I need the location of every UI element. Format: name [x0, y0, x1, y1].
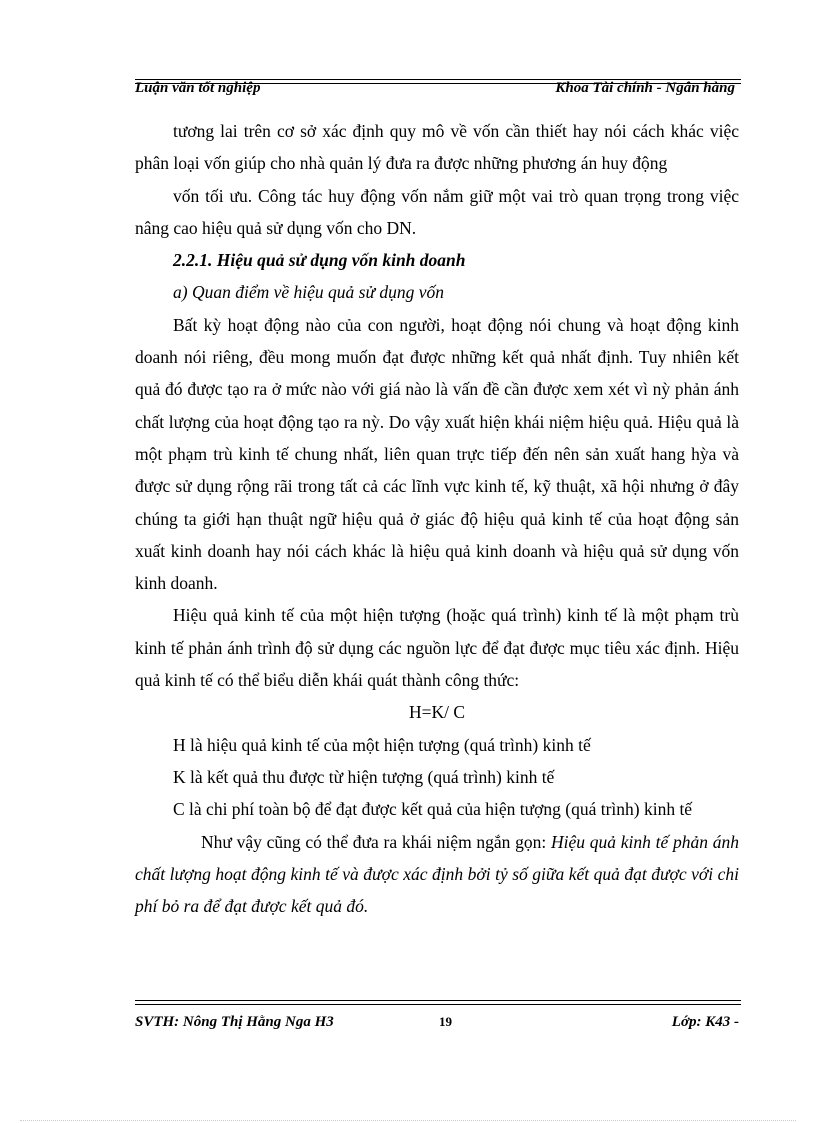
header-right: Khoa Tài chính - Ngân hàng: [555, 80, 735, 96]
header-left: Luận văn tốt nghiệp: [135, 80, 261, 96]
footer-rule: [135, 1000, 741, 1005]
page-header: [135, 80, 741, 100]
paragraph-5-definition: Hiệu quả kinh tế phản ánh chất lượng hoạt động kinh tế và được xác định bởi tỷ số giữa kết quả đạt được với chi phí bỏ ra để đạt được kết quả đó.: [135, 831, 739, 917]
subsection-heading: a) Quan điểm về hiệu quả sử dụng vốn: [173, 282, 445, 303]
paragraph-4: Hiệu quả kinh tế của một hiện tượng (hoặc quá trình) kinh tế là một phạm trù kinh tế phản ánh trình độ sử dụng các nguồn lực để đạt được mục tiêu xác định. Hiệu quả kinh tế có thể biểu diễn khái quát thành công thức:: [135, 605, 739, 691]
section-heading: 2.2.1. Hiệu quả sử dụng vốn kinh doanh: [173, 250, 466, 271]
paragraph-5-lead: Như vậy cũng có thể đưa ra khái niệm ngắn gọn:: [201, 831, 552, 852]
footer-student: SVTH: Nông Thị Hằng Nga H3: [135, 1014, 334, 1030]
definition-k: K là kết quả thu được từ hiện tượng (quá trình) kinh tế: [173, 766, 555, 787]
page-edge-divider: [20, 1120, 796, 1121]
definition-h: H là hiệu quả kinh tế của một hiện tượng (quá trình) kinh tế: [173, 734, 591, 755]
paragraph-3: Bất kỳ hoạt động nào của con người, hoạt động nói chung và hoạt động kinh doanh nói riêng, đều mong muốn đạt được những kết quả nhất định. Tuy nhiên kết quả đó được tạo ra ở mức nào với giá nào là vấn đề cần được xem xét vì nỳ phản ánh chất lượng của hoạt động tạo ra nỳ. Do vậy xuất hiện khái niệm hiệu quả. Hiệu quả là một phạm trù kinh tế chung nhất, liên quan trực tiếp đến nên sản xuất hang hỳa và được sử dụng rộng rãi trong tất cả các lĩnh vực kinh tế, kỹ thuật, xã hội nhưng ở đây chúng ta giới hạn thuật ngữ hiệu quả ở giác độ hiệu quả kinh tế của hoạt động sản xuất kinh doanh hay nói cách khác là hiệu quả kinh doanh và hiệu quả sử dụng vốn kinh doanh.: [135, 314, 739, 594]
footer-class: Lớp: K43 -: [671, 1014, 739, 1030]
formula: H=K/ C: [408, 702, 466, 723]
page-body: [135, 115, 739, 922]
page-number: 19: [439, 1014, 452, 1029]
paragraph-2: vốn tối ưu. Công tác huy động vốn nắm giữ một vai trò quan trọng trong việc nâng cao hiệu quả sử dụng vốn cho DN.: [135, 185, 739, 238]
definition-c: C là chi phí toàn bộ để đạt được kết quả của hiện tượng (quá trình) kinh tế: [173, 799, 693, 820]
paragraph-5: [135, 826, 739, 923]
paragraph-1: tương lai trên cơ sở xác định quy mô về vốn cần thiết hay nói cách khác việc phân loại vốn giúp cho nhà quản lý đưa ra được những phương án huy động: [135, 121, 739, 174]
